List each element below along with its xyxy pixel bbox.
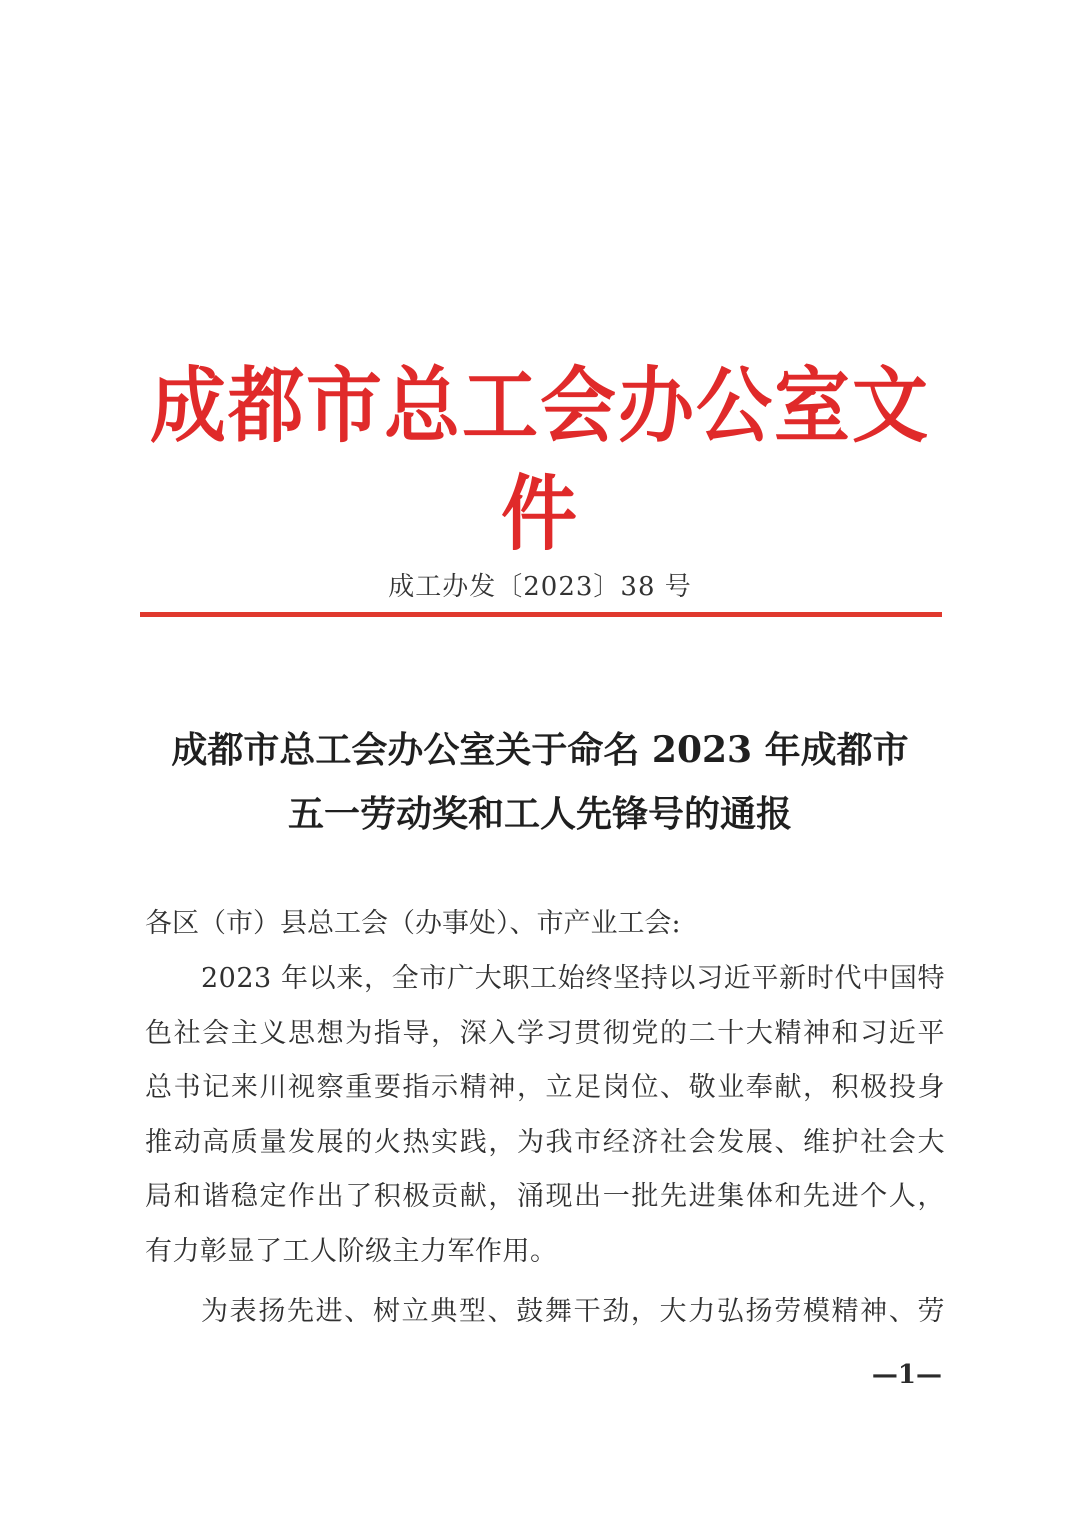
body-line: 为表扬先进、树立典型、鼓舞干劲，大力弘扬劳模精神、劳 [201,1296,945,1327]
body-line: 总书记来川视察重要指示精神，立足岗位、敬业奉献，积极投身 [145,1072,945,1103]
paragraph-2 [145,1285,945,1340]
body-line: 色社会主义思想为指导，深入学习贯彻党的二十大精神和习近平 [145,1017,945,1049]
notice-title-line-1: 成都市总工会办公室关于命名 2023 年成都市 [171,729,909,771]
body-text [145,952,945,1340]
document-header-title: 成都市总工会办公室文件 [150,357,930,562]
salutation: 各区（市）县总工会（办事处）、市产业工会: [145,908,681,939]
body-line: 推动高质量发展的火热实践，为我市经济社会发展、维护社会大 [145,1126,945,1158]
paragraph-1 [145,952,945,1279]
body-line: 2023 年以来，全市广大职工始终坚持以习近平新时代中国特 [201,963,945,994]
notice-title [120,718,960,846]
body-line: 有力彰显了工人阶级主力军作用。 [145,1235,558,1267]
notice-title-line-2: 五一劳动奖和工人先锋号的通报 [287,793,792,835]
red-divider-line [140,612,942,617]
document-number: 成工办发〔2023〕38 号 [388,572,692,602]
body-line: 局和谐稳定作出了积极贡献，涌现出一批先进集体和先进个人， [145,1181,945,1212]
page-number: —1— [871,1360,942,1390]
